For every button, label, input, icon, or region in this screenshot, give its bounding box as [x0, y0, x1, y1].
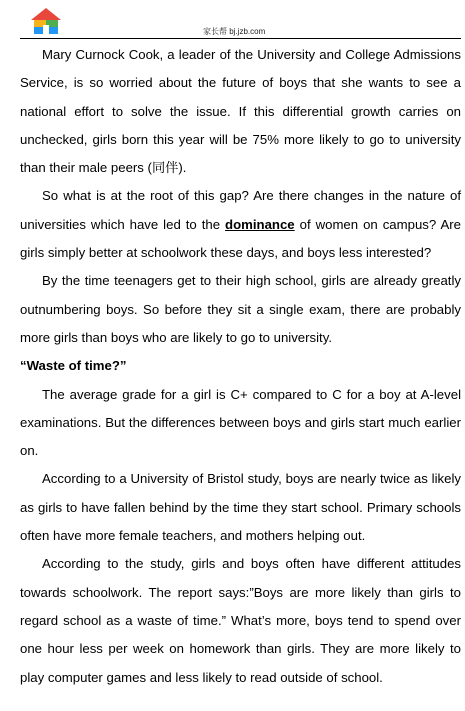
- paragraph-6: According to the study, girls and boys often have different attitudes towards schoolwork. The report says:”Boys are more likely than girls to regard school as a waste of time.” What’s more, boys tend to spend over one hour less per week on homework than girls. They are more likely to play computer games and less likely to read outside of school.: [20, 556, 461, 685]
- paragraph-2-start: So what is at the root of this gap? Are there changes in the nature of universities which have led to the: [20, 188, 461, 232]
- paragraph-4: The average grade for a girl is C+ compared to C for a boy at A-level examinations. But the differences between boys and girls start much earlier on.: [20, 386, 461, 459]
- section-heading: “Waste of time?”: [20, 358, 127, 374]
- site-name: 家长帮 bj.jzb.com: [203, 27, 266, 36]
- article-body: [20, 41, 461, 692]
- paragraph-2-end: of women on campus? Are girls simply better at schoolwork these days, and boys less interested?: [20, 216, 461, 261]
- header-divider: [20, 38, 461, 39]
- keyword-dominance: dominance: [225, 216, 295, 232]
- paragraph-3: By the time teenagers get to their high school, girls are already greatly outnumbering boys. So before they sit a single exam, there are probably more girls than boys who are likely to go to university.: [20, 273, 461, 345]
- house-logo-icon: [28, 7, 64, 35]
- paragraph-5: According to a University of Bristol study, boys are nearly twice as likely as girls to have fallen behind by the time they start school. Primary schools often have more female teachers, and mothers helping out.: [20, 471, 461, 544]
- page-header: [0, 0, 465, 40]
- paragraph-1: Mary Curnock Cook, a leader of the University and College Admissions Service, is so worried about the future of boys that she wants to see a national effort to solve the issue. If this differential growth carries on unchecked, girls born this year will be 75% more likely to go to university than their male peers (同伴).: [20, 47, 461, 176]
- paragraph-2: [20, 182, 461, 267]
